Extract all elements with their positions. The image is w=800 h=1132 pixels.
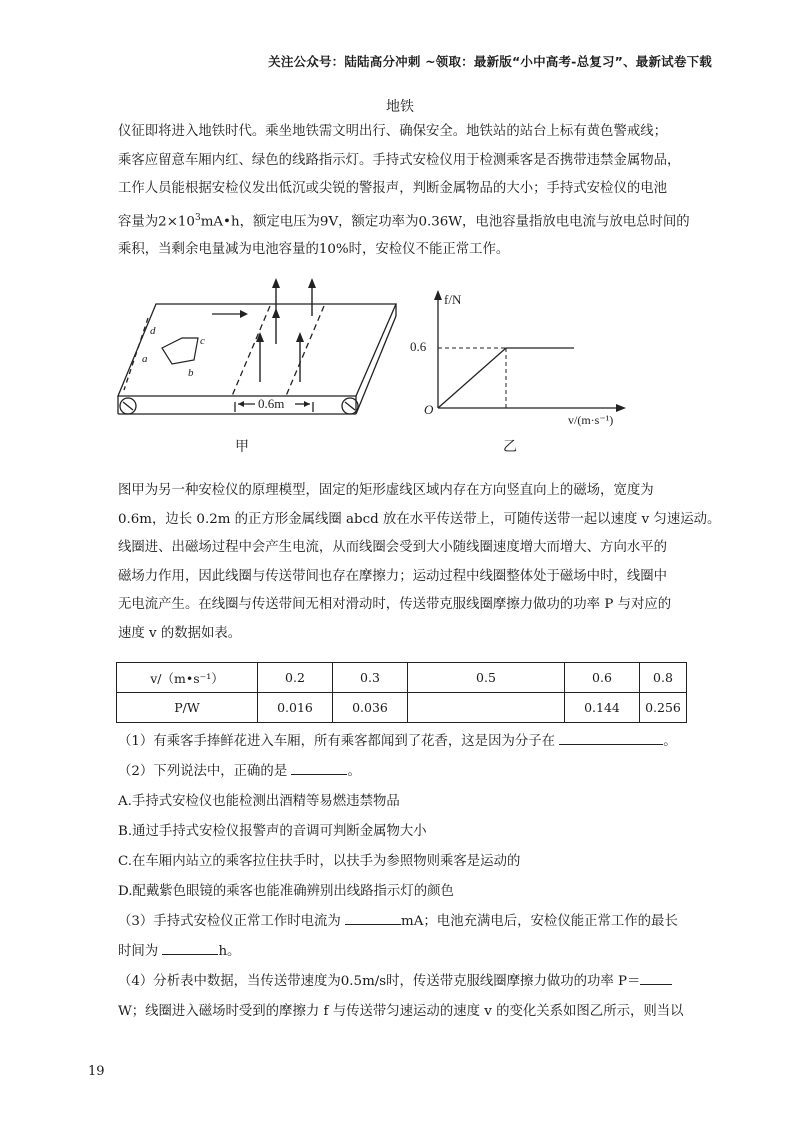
table-cell-empty bbox=[408, 693, 565, 723]
table-cell: 0.5 bbox=[408, 663, 565, 693]
question-4 bbox=[118, 967, 718, 997]
y-axis-label: f/N bbox=[444, 292, 462, 307]
table-row bbox=[117, 663, 687, 693]
model-line: 速度 v 的数据如表。 bbox=[118, 625, 242, 641]
question-3 bbox=[118, 907, 718, 937]
table-cell: 0.144 bbox=[565, 693, 640, 723]
table-cell: 0.036 bbox=[333, 693, 408, 723]
question-text: 。 bbox=[663, 734, 677, 749]
table-cell: 0.016 bbox=[258, 693, 333, 723]
label-b: b bbox=[188, 367, 194, 379]
figure-graph bbox=[410, 282, 650, 432]
table-cell: 0.256 bbox=[640, 693, 687, 723]
answer-blank[interactable] bbox=[291, 760, 347, 775]
model-line: 0.6m，边长 0.2m 的正方形金属线圈 abcd 放在水平传送带上，可随传送带一起以速度 v 匀速运动。 bbox=[118, 511, 721, 527]
label-d: d bbox=[150, 325, 156, 337]
width-label: 0.6m bbox=[258, 396, 285, 411]
coil-abcd bbox=[162, 338, 198, 364]
data-table bbox=[116, 662, 687, 723]
label-a: a bbox=[142, 353, 148, 365]
exponent: 3 bbox=[194, 212, 201, 223]
table-cell: 0.2 bbox=[258, 663, 333, 693]
answer-blank[interactable] bbox=[640, 970, 672, 985]
questions bbox=[118, 727, 718, 1027]
table-row bbox=[117, 693, 687, 723]
question-text: （3）手持式安检仪正常工作时电流为 bbox=[118, 914, 341, 929]
model-line: 磁场力作用，因此线圈与传送带间也存在摩擦力；运动过程中线圈整体处于磁场中时，线圈中 bbox=[118, 568, 668, 584]
model-line: 图甲为另一种安检仪的原理模型，固定的矩形虚线区域内存在方向竖直向上的磁场，宽度为 bbox=[118, 483, 654, 498]
question-3-cont bbox=[118, 937, 718, 967]
intro-line: 仪征即将进入地铁时代。乘坐地铁需文明出行、确保安全。地铁站的站台上标有黄色警戒线； bbox=[118, 124, 668, 139]
conveyor-belt bbox=[118, 304, 396, 396]
field-arrows bbox=[260, 284, 312, 382]
figure-conveyor bbox=[110, 278, 400, 458]
question-text: （2）下列说法中，正确的是 bbox=[118, 764, 288, 779]
label-c: c bbox=[200, 335, 205, 347]
model-paragraph bbox=[118, 477, 721, 648]
question-text: （1）有乘客手捧鲜花进入车厢，所有乘客都闻到了花香，这是因为分子在 bbox=[118, 734, 556, 749]
intro-paragraph bbox=[118, 118, 718, 265]
option-d: D.配戴紫色眼镜的乘客也能准确辨别出线路指示灯的颜色 bbox=[118, 884, 454, 899]
answer-blank[interactable] bbox=[162, 940, 218, 955]
page-number: 19 bbox=[88, 1064, 105, 1079]
question-1 bbox=[118, 727, 718, 757]
y-tick-label: 0.6 bbox=[410, 339, 427, 354]
answer-blank[interactable] bbox=[345, 910, 401, 925]
table-cell: 0.3 bbox=[333, 663, 408, 693]
question-4-cont: W；线圈进入磁场时受到的摩擦力 f 与传送带匀速运动的速度 v 的变化关系如图乙所示，则当以 bbox=[118, 1004, 684, 1019]
model-line: 无电流产生。在线圈与传送带间无相对滑动时，传送带克服线圈摩擦力做功的功率 P 与对应的 bbox=[118, 597, 672, 612]
option-c: C.在车厢内站立的乘客拉住扶手时，以扶手为参照物则乘客是运动的 bbox=[118, 854, 521, 869]
table-cell: 0.6 bbox=[565, 663, 640, 693]
table-header-cell: v/（m•s⁻¹） bbox=[117, 663, 258, 693]
figure-a-caption: 甲 bbox=[235, 439, 249, 455]
intro-line: 乘客应留意车厢内红、绿色的线路指示灯。手持式安检仪用于检测乘客是否携带违禁金属物品， bbox=[118, 152, 681, 168]
intro-line: 工作人员能根据安检仪发出低沉或尖锐的警报声，判断金属物品的大小；手持式安检仪的电池 bbox=[118, 181, 668, 196]
origin-label: O bbox=[424, 402, 434, 417]
question-text: 时间为 bbox=[118, 944, 159, 959]
intro-text: 容量为2×10 bbox=[118, 213, 195, 229]
field-boundary-right bbox=[286, 306, 324, 396]
page-title: 地铁 bbox=[386, 99, 414, 115]
x-axis-label: v/(m·s⁻¹) bbox=[568, 413, 614, 427]
question-text: （4）分析表中数据，当传送带速度为0.5m/s时，传送带克服线圈摩擦力做功的功率 P＝ bbox=[118, 974, 641, 989]
page-header: 关注公众号：陆陆高分冲刺 ~领取：最新版“小中高考-总复习”、最新试卷下载 bbox=[268, 54, 712, 69]
question-text: 。 bbox=[347, 764, 361, 779]
question-text: mA；电池充满电后，安检仪能正常工作的最长 bbox=[401, 914, 678, 929]
intro-text: mA•h，额定电压为9V，额定功率为0.36W，电池容量指放电电流与放电总时间的 bbox=[200, 213, 690, 229]
answer-blank[interactable] bbox=[559, 730, 663, 745]
question-2 bbox=[118, 757, 718, 787]
figure-b-caption: 乙 bbox=[503, 439, 517, 455]
question-text: h。 bbox=[218, 944, 241, 959]
intro-line bbox=[118, 204, 718, 237]
option-b: B.通过手持式安检仪报警声的音调可判断金属物大小 bbox=[118, 824, 427, 839]
intro-line: 乘积，当剩余电量减为电池容量的10%时，安检仪不能正常工作。 bbox=[118, 242, 510, 258]
field-boundary-left bbox=[232, 306, 270, 396]
model-line: 线圈进、出磁场过程中会产生电流，从而线圈会受到大小随线圈速度增大而增大、方向水平的 bbox=[118, 540, 668, 555]
option-a: A.手持式安检仪也能检测出酒精等易燃违禁物品 bbox=[118, 794, 400, 809]
table-cell: 0.8 bbox=[640, 663, 687, 693]
table-header-cell: P/W bbox=[117, 693, 258, 723]
